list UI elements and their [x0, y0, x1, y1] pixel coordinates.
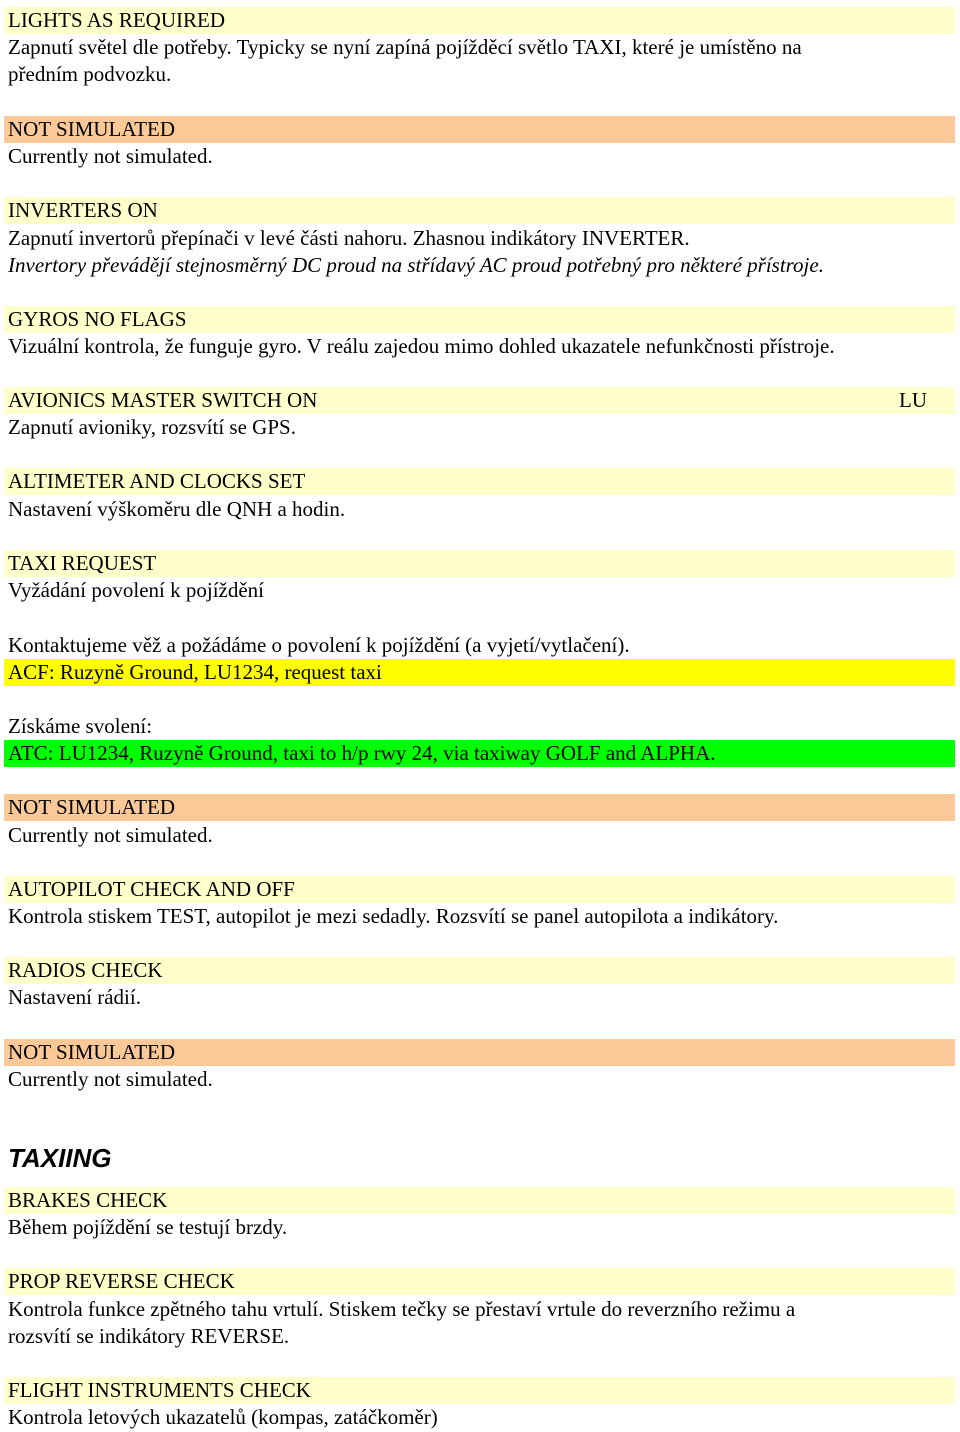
item-text-prop-reverse-2: rozsvítí se indikátory REVERSE.: [8, 1324, 290, 1348]
item-title-radios: RADIOS CHECK: [4, 957, 955, 984]
item-text-brakes: Během pojíždění se testují brzdy.: [8, 1215, 288, 1239]
item-title-altimeter: ALTIMETER AND CLOCKS SET: [4, 468, 955, 495]
item-text-lights-2: předním podvozku.: [8, 62, 172, 86]
item-text-taxi-request: Vyžádání povolení k pojíždění: [8, 578, 265, 602]
item-text-radios: Nastavení rádií.: [8, 985, 141, 1009]
not-simulated-text-2: Currently not simulated.: [8, 823, 213, 847]
item-title-taxi-request: TAXI REQUEST: [4, 550, 955, 577]
item-text-inverters-2: Invertory převádějí stejnosměrný DC proud na střídavý AC proud potřebný pro některé přístroje.: [8, 253, 824, 277]
item-title-flight-instruments: FLIGHT INSTRUMENTS CHECK: [4, 1377, 955, 1404]
taxi-clearance-label: Získáme svolení:: [8, 714, 153, 738]
item-text-lights-1: Zapnutí světel dle potřeby. Typicky se nyní zapíná pojížděcí světlo TAXI, které je umístěno na: [8, 35, 802, 59]
item-title-prop-reverse: PROP REVERSE CHECK: [4, 1268, 955, 1295]
item-title-lights: LIGHTS AS REQUIRED: [4, 7, 955, 34]
item-text-gyros: Vizuální kontrola, že funguje gyro. V reálu zajedou mimo dohled ukazatele nefunkčnosti přístroje.: [8, 334, 835, 358]
not-simulated-text-3: Currently not simulated.: [8, 1067, 213, 1091]
not-simulated-title-1: NOT SIMULATED: [4, 116, 955, 143]
not-simulated-title-2: NOT SIMULATED: [4, 794, 955, 821]
not-simulated-text-1: Currently not simulated.: [8, 144, 213, 168]
item-title-inverters: INVERTERS ON: [4, 197, 955, 224]
item-title-brakes: BRAKES CHECK: [4, 1187, 955, 1214]
not-simulated-title-3: NOT SIMULATED: [4, 1039, 955, 1066]
taxi-contact-text: Kontaktujeme věž a požádáme o povolení k pojíždění (a vyjetí/vytlačení).: [8, 633, 630, 657]
item-title-avionics: [4, 387, 955, 414]
lu-tag: LU: [899, 388, 927, 412]
section-heading-taxiing: TAXIING: [8, 1143, 112, 1173]
item-text-prop-reverse-1: Kontrola funkce zpětného tahu vrtulí. Stiskem tečky se přestaví vrtule do reverzního režimu a: [8, 1297, 796, 1321]
item-text-inverters-1: Zapnutí invertorů přepínači v levé části nahoru. Zhasnou indikátory INVERTER.: [8, 226, 690, 250]
atc-phrase: ATC: LU1234, Ruzyně Ground, taxi to h/p rwy 24, via taxiway GOLF and ALPHA.: [4, 740, 955, 767]
item-title-autopilot: AUTOPILOT CHECK AND OFF: [4, 876, 955, 903]
acf-phrase: ACF: Ruzyně Ground, LU1234, request taxi: [4, 659, 955, 686]
avionics-title-text: AVIONICS MASTER SWITCH ON: [8, 388, 318, 412]
item-text-avionics: Zapnutí avioniky, rozsvítí se GPS.: [8, 415, 296, 439]
item-text-flight-instruments: Kontrola letových ukazatelů (kompas, zatáčkoměr): [8, 1405, 438, 1429]
item-text-altimeter: Nastavení výškoměru dle QNH a hodin.: [8, 497, 346, 521]
item-text-autopilot: Kontrola stiskem TEST, autopilot je mezi sedadly. Rozsvítí se panel autopilota a indikátory.: [8, 904, 779, 928]
item-title-gyros: GYROS NO FLAGS: [4, 306, 955, 333]
